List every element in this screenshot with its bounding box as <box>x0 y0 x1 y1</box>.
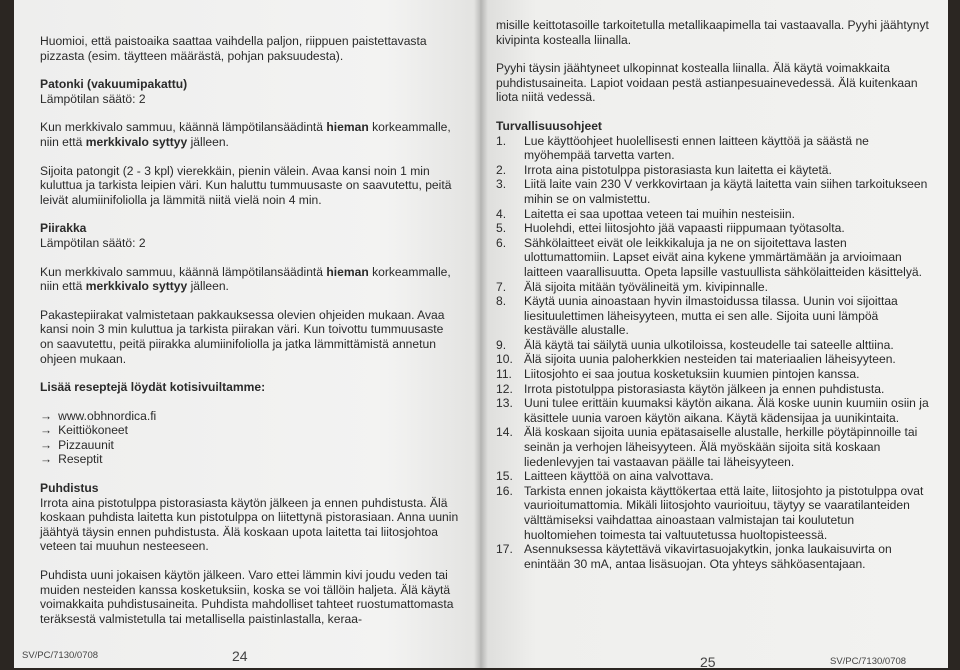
link-text: Keittiökoneet <box>58 423 129 438</box>
footer-code-right: SV/PC/7130/0708 <box>830 656 907 667</box>
text-run: jälleen. <box>187 279 229 294</box>
patonki-title: Patonki (vakuumipakattu) <box>40 77 188 92</box>
cleaning-para-1: Irrota aina pistotulppa pistorasiasta käytön jälkeen ja ennen puhdistusta. Älä koskaan puhdista laitetta kun pistotulppa on liitettynä pistorasiaan. Anna uunin jäähtyä täysin ennen puhdistusta. Älä koskaan upota laitetta tai liitosjohtoa veteen tai muuhun nesteeseen. <box>40 495 459 554</box>
safety-item <box>496 236 930 280</box>
safety-item <box>496 396 930 425</box>
arrow-icon: → <box>40 408 53 423</box>
safety-item-text: Asennuksessa käytettävä vikavirtasuojakytkin, jonka laukaisuvirta on enintään 30 mA, antaa lisäsuojan. Ota yhteys sähköasentajaan. <box>524 542 892 571</box>
patonki-setting: Lämpötilan säätö: 2 <box>40 91 146 106</box>
safety-item-number: 1. <box>496 133 507 148</box>
safety-item <box>496 469 930 484</box>
piirakka-title: Piirakka <box>40 221 87 236</box>
link-item <box>40 409 460 424</box>
safety-item-text: Älä koskaan sijoita uunia epätasaiselle alustalle, herkille pöytäpinnoille tai seinän ja verhojen läheisyyteen. Älä myöskään sijoita sitä koskaan liedenlevyjen tai vastaavan päälle tai läheisyyteen. <box>524 425 918 469</box>
safety-item-text: Käytä uunia ainoastaan hyvin ilmastoidussa tilassa. Uunin voi sijoittaa liesituulettimen läheisyyteen, mutta ei sen alle. Sijoita uuni lämpöä kestävälle alustalle. <box>524 294 898 338</box>
arrow-icon: → <box>40 423 53 438</box>
safety-item-number: 4. <box>496 206 507 221</box>
safety-item <box>496 542 930 571</box>
arrow-icon: → <box>40 437 53 452</box>
text-run: Kun merkkivalo sammuu, käännä lämpötilansäädintä <box>40 120 327 135</box>
link-item <box>40 423 460 438</box>
safety-item-number: 5. <box>496 221 507 236</box>
safety-item <box>496 207 930 222</box>
safety-item-text: Liitä laite vain 230 V verkkovirtaan ja käytä laitetta vain siihen tarkoitukseen mihin se on valmistettu. <box>524 177 928 206</box>
safety-item-number: 3. <box>496 177 507 192</box>
safety-item-text: Laitteen käyttöä on aina valvottava. <box>524 469 714 484</box>
text-run: korkeammalle, niin että <box>40 264 451 294</box>
safety-item-text: Tarkista ennen jokaista käyttökertaa että laite, liitosjohto ja pistotulppa ovat vaurioitumattomia. Mikäli liitosjohto vaurioituu, täytyy se vaaratilanteiden välttämiseksi vaihdattaa ainoastaan valmistajan tai koulutetun huoltomiehen toimesta tai valtuutetussa huoltopisteessä. <box>524 483 924 542</box>
right-page <box>480 0 948 668</box>
page-number-left: 24 <box>232 648 248 664</box>
bold-run: merkkivalo syttyy <box>85 279 188 294</box>
safety-item-text: Uuni tulee erittäin kuumaksi käytön aikana. Älä koske uunin kuumiin osiin ja käsittele uunia varoen käytön aikana. Käytä kädensijaa ja uunikintaita. <box>524 396 929 425</box>
safety-item-text: Laitetta ei saa upottaa veteen tai muihin nesteisiin. <box>524 206 795 221</box>
section-piirakka <box>40 221 460 250</box>
text-run: korkeammalle, niin että <box>40 120 451 149</box>
left-page <box>14 0 480 668</box>
safety-item-number: 13. <box>496 396 513 411</box>
safety-item-text: Sähkölaitteet eivät ole leikkikaluja ja ne on sijoitettava lasten ulottumattomiin. Lapset eivät aina kykene ymmärtämään ja arvioimaan laitteen vaarallisuutta. Opeta lapsille vastuullista sähkölaitteiden käsittelyä. <box>524 235 922 279</box>
safety-item <box>496 352 930 367</box>
piirakka-step1 <box>40 265 460 294</box>
safety-item <box>496 280 930 295</box>
safety-item <box>496 484 930 542</box>
intro-note: Huomioi, että paistoaika saattaa vaihdella paljon, riippuen paistettavasta pizzasta (esim. täytteen määrästä, pohjan paksuudesta). <box>40 34 427 63</box>
safety-item-number: 7. <box>496 279 507 294</box>
book-gutter <box>474 0 488 668</box>
safety-item <box>496 367 930 382</box>
cleaning-continuation: misille keittotasoille tarkoitetulla metallikaapimella tai vastaavalla. Pyyhi jäähtynyt kivipinta kostealla liinalla. <box>496 18 929 47</box>
safety-item-text: Irrota pistotulppa pistorasiasta käytön jälkeen ja ennen puhdistusta. <box>524 381 885 396</box>
cleaning-title: Puhdistus <box>40 481 99 496</box>
safety-title: Turvallisuusohjeet <box>496 118 602 133</box>
safety-item-text: Huolehdi, ettei liitosjohto jää vapaasti riippumaan työtasolta. <box>524 221 845 236</box>
safety-item-number: 2. <box>496 162 507 177</box>
text-run: jälleen. <box>187 134 229 149</box>
safety-item <box>496 134 930 163</box>
safety-item-text: Älä sijoita uunia paloherkkien nesteiden tai materiaalien läheisyyteen. <box>524 352 896 367</box>
safety-item <box>496 177 930 206</box>
section-patonki <box>40 77 460 106</box>
safety-item-text: Lue käyttöohjeet huolellisesti ennen laitteen käyttöä ja säästä ne myöhempää tarvetta varten. <box>524 133 869 163</box>
cleaning-para-2: Puhdista uuni jokaisen käytön jälkeen. Varo ettei lämmin kivi joudu veden tai muiden nesteiden kanssa kosketuksiin, koska se voi tällöin haljeta. Älä käytä voimakkaita puhdistusaineita. Puhdista mahdolliset tahteet ruostumattomasta teräksestä valmistetulla tai metallisella paistinlastalla, keraa- <box>40 568 454 626</box>
link-item <box>40 452 460 467</box>
safety-item-number: 10. <box>496 352 513 367</box>
arrow-icon: → <box>40 452 53 467</box>
safety-item <box>496 425 930 469</box>
safety-item-number: 17. <box>496 542 513 557</box>
safety-list <box>496 134 930 572</box>
link-text: Reseptit <box>58 452 103 467</box>
safety-item-number: 6. <box>496 235 507 250</box>
bold-run: hieman <box>326 264 369 279</box>
page-number-right: 25 <box>700 654 716 670</box>
safety-item <box>496 382 930 397</box>
piirakka-step2: Pakastepiirakat valmistetaan pakkauksessa olevien ohjeiden mukaan. Avaa kansi noin 3 min kuluttua ja tarkista piirakan väri. Kun toivottu tummuusaste on saavutettu, peitä piirakka alumiinifoliolla ja jatka lämmittämistä annetun ohjeen mukaan. <box>40 307 445 366</box>
bold-run: merkkivalo syttyy <box>85 134 188 149</box>
cleaning-para-3: Pyyhi täysin jäähtyneet ulkopinnat kostealla liinalla. Älä käytä voimakkaita puhdistusaineita. Lapiot voidaan pestä astianpesuainevedessä. Älä kuitenkaan liota niitä vedessä. <box>496 61 918 105</box>
safety-item <box>496 338 930 353</box>
safety-item <box>496 163 930 178</box>
safety-item <box>496 221 930 236</box>
patonki-step2: Sijoita patongit (2 - 3 kpl) vierekkäin, pienin välein. Avaa kansi noin 1 min kuluttua ja tarkista leipien väri. Kun haluttu tummuusaste on saavutettu, peitä leivät alumiinifoliolla ja lämmitä niitä vielä noin 4 min. <box>40 163 452 207</box>
bold-run: hieman <box>326 120 369 135</box>
link-item <box>40 438 460 453</box>
safety-item-text: Älä sijoita mitään työvälineitä ym. kivipinnalle. <box>524 279 769 294</box>
safety-item-text: Irrota aina pistotulppa pistorasiasta kun laitetta ei käytetä. <box>524 162 832 177</box>
safety-item-text: Älä käytä tai säilytä uunia ulkotiloissa, kosteudelle tai sateelle alttiina. <box>524 337 894 352</box>
safety-item-number: 11. <box>496 367 512 382</box>
safety-item-number: 15. <box>496 469 513 484</box>
safety-item-number: 14. <box>496 425 513 440</box>
safety-item-number: 8. <box>496 294 507 309</box>
patonki-step1 <box>40 120 460 149</box>
safety-item-number: 16. <box>496 483 513 498</box>
link-text: Pizzauunit <box>58 437 114 452</box>
safety-item <box>496 294 930 338</box>
footer-code-left: SV/PC/7130/0708 <box>22 650 99 661</box>
safety-item-text: Liitosjohto ei saa joutua kosketuksiin kuumien pintojen kanssa. <box>524 367 860 382</box>
text-run: Kun merkkivalo sammuu, käännä lämpötilansäädintä <box>40 264 327 279</box>
safety-item-number: 9. <box>496 337 507 352</box>
piirakka-setting: Lämpötilan säätö: 2 <box>40 235 146 250</box>
recipes-heading: Lisää reseptejä löydät kotisivuiltamme: <box>40 380 266 395</box>
recipe-links <box>40 409 460 467</box>
safety-item-number: 12. <box>496 381 513 396</box>
link-text: www.obhnordica.fi <box>58 408 157 423</box>
